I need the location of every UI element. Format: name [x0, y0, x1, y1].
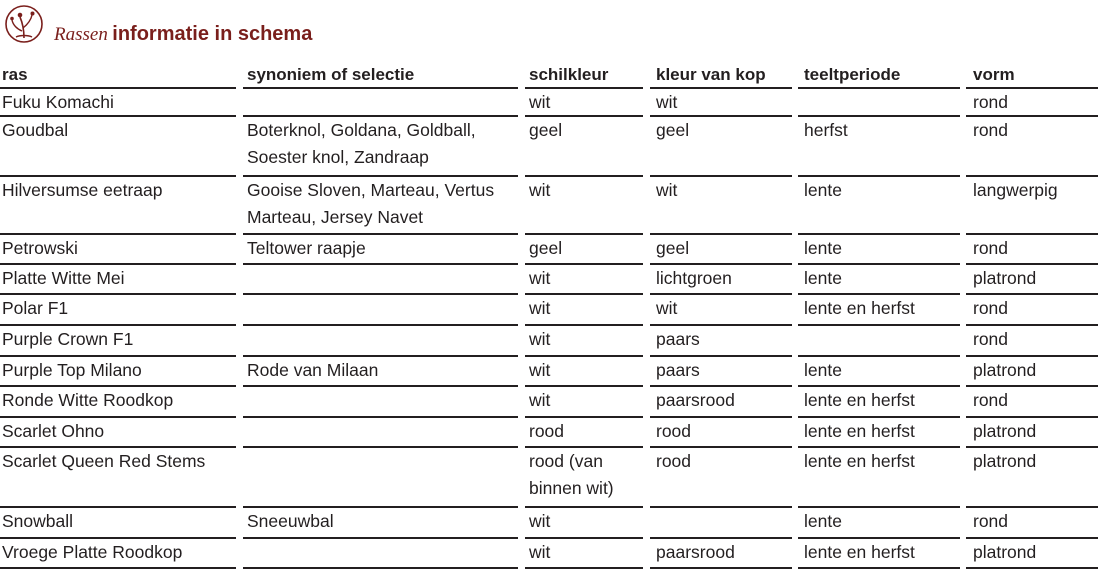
row-rule	[525, 567, 643, 569]
table-cell-vorm: platrond	[973, 542, 1037, 562]
row-rule	[243, 567, 518, 569]
table-cell-schilkleur: wit	[529, 268, 551, 288]
table-cell-schilkleur: wit	[529, 298, 551, 318]
table-cell-synoniem: Sneeuwbal	[247, 511, 334, 531]
table-cell-ras: Hilversumse eetraap	[2, 180, 163, 200]
table-cell-schilkleur: rood (van binnen wit)	[529, 451, 614, 498]
table-cell-vorm: rond	[973, 120, 1009, 140]
table-cell-synoniem	[247, 264, 522, 265]
table-cell-vorm: rond	[973, 511, 1009, 531]
table-cell-ras: Polar F1	[2, 298, 69, 318]
table-cell-ras: Purple Top Milano	[2, 360, 142, 380]
table-cell-synoniem	[247, 538, 522, 539]
table-cell-teeltperiode: lente en herfst	[804, 298, 915, 318]
row-rule	[0, 567, 236, 569]
table-cell-kleur-van-kop: wit	[656, 180, 678, 200]
table-cell-teeltperiode: lente	[804, 180, 842, 200]
table-cell-ras: Goudbal	[2, 120, 69, 140]
table-cell-vorm: platrond	[973, 360, 1037, 380]
table-cell-kleur-van-kop: wit	[656, 298, 678, 318]
table-cell-synoniem	[247, 417, 522, 418]
table-cell-vorm: rond	[973, 329, 1009, 349]
title-italic: Rassen	[54, 24, 108, 45]
table-cell-ras: Snowball	[2, 511, 74, 531]
table-cell-teeltperiode: lente en herfst	[804, 542, 915, 562]
table-cell-vorm: rond	[973, 238, 1009, 258]
table-cell-teeltperiode: lente	[804, 268, 842, 288]
table-cell-kleur-van-kop: paars	[656, 360, 700, 380]
table-cell-ras: Vroege Platte Roodkop	[2, 542, 183, 562]
page-header	[4, 4, 1094, 48]
table-cell-schilkleur: wit	[529, 511, 551, 531]
table-cell-ras: Fuku Komachi	[2, 92, 114, 112]
table-cell-vorm: rond	[973, 92, 1009, 112]
table-cell-teeltperiode: lente	[804, 511, 842, 531]
table-cell-teeltperiode: lente en herfst	[804, 390, 915, 410]
table-cell-synoniem: Rode van Milaan	[247, 360, 379, 380]
page-title	[54, 23, 312, 46]
column-header-ras: ras	[2, 65, 28, 84]
table-cell-synoniem: Gooise Sloven, Marteau, Vertus Marteau, Jersey Navet	[247, 180, 495, 227]
row-rule	[650, 567, 792, 569]
table-cell-kleur-van-kop: paarsrood	[656, 390, 735, 410]
plant-seal-icon	[4, 4, 44, 44]
table-cell-kleur-van-kop: paars	[656, 329, 700, 349]
column-header-synoniem: synoniem of selectie	[247, 65, 415, 84]
table-cell-ras: Ronde Witte Roodkop	[2, 390, 174, 410]
table-cell-schilkleur: rood	[529, 421, 565, 441]
table-cell-teeltperiode	[804, 325, 964, 326]
table-cell-synoniem: Boterknol, Goldana, Goldball, Soester knol, Zandraap	[247, 120, 476, 167]
table-cell-ras: Petrowski	[2, 238, 78, 258]
table-cell-vorm: rond	[973, 390, 1009, 410]
table-cell-schilkleur: wit	[529, 542, 551, 562]
table-cell-teeltperiode: lente en herfst	[804, 421, 915, 441]
column-header-schilkleur: schilkleur	[529, 65, 609, 84]
column-header-vorm: vorm	[973, 65, 1015, 84]
table-cell-synoniem	[247, 88, 522, 89]
table-cell-schilkleur: wit	[529, 390, 551, 410]
table-cell-schilkleur: wit	[529, 360, 551, 380]
table-cell-schilkleur: wit	[529, 329, 551, 349]
table-cell-kleur-van-kop: rood	[656, 421, 692, 441]
table-cell-teeltperiode: herfst	[804, 120, 848, 140]
table-cell-schilkleur: wit	[529, 92, 551, 112]
table-cell-teeltperiode: lente	[804, 360, 842, 380]
table-cell-ras: Scarlet Ohno	[2, 421, 105, 441]
title-bold: informatie in schema	[112, 23, 313, 45]
table-cell-schilkleur: geel	[529, 120, 563, 140]
table-cell-vorm: platrond	[973, 421, 1037, 441]
column-header-teeltperiode: teeltperiode	[804, 65, 901, 84]
table-cell-kleur-van-kop: geel	[656, 238, 690, 258]
row-rule	[798, 567, 960, 569]
column-header-kleur-van-kop: kleur van kop	[656, 65, 766, 84]
table-cell-synoniem: Teltower raapje	[247, 238, 366, 258]
table-cell-vorm: platrond	[973, 451, 1037, 471]
table-cell-synoniem	[247, 386, 522, 387]
table-cell-ras: Scarlet Queen Red Stems	[2, 451, 206, 471]
table-cell-synoniem	[247, 325, 522, 326]
table-cell-schilkleur: wit	[529, 180, 551, 200]
table-cell-vorm: rond	[973, 298, 1009, 318]
table-cell-vorm: langwerpig	[973, 180, 1058, 200]
table-cell-synoniem	[247, 447, 522, 448]
table-cell-kleur-van-kop	[656, 507, 796, 508]
table-cell-teeltperiode: lente	[804, 238, 842, 258]
table-cell-synoniem	[247, 294, 522, 295]
row-rule	[966, 567, 1098, 569]
table-cell-kleur-van-kop: paarsrood	[656, 542, 735, 562]
table-cell-kleur-van-kop: rood	[656, 451, 692, 471]
table-cell-teeltperiode: lente en herfst	[804, 451, 915, 471]
table-cell-teeltperiode	[804, 88, 964, 89]
table-cell-ras: Purple Crown F1	[2, 329, 134, 349]
table-cell-kleur-van-kop: lichtgroen	[656, 268, 732, 288]
table-cell-kleur-van-kop: wit	[656, 92, 678, 112]
table-cell-vorm: platrond	[973, 268, 1037, 288]
table-cell-kleur-van-kop: geel	[656, 120, 690, 140]
table-cell-schilkleur: geel	[529, 238, 563, 258]
table-cell-ras: Platte Witte Mei	[2, 268, 125, 288]
